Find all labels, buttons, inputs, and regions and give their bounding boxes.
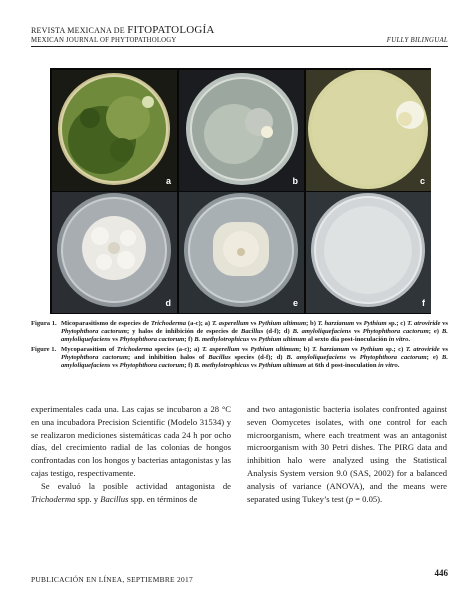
journal-title-es-lead: REVISTA MEXICANA DE (31, 26, 125, 35)
caption-text-en: Mycoparasitism of Trichoderma species (a-c); a) T. asperellum vs Pythium ultimum; b) T. harzianum vs Pythium sp.; c) T. atroviride vs Phytophthora cactorum; and inhibition halos of Bacillus species (d-f); d) B. amyloliquefaciens vs Phytophthora cactorum; e) B. amyloliquefaciens vs Phytophthora cactorum; f) B. methylotrophicus vs Pythium ultimum at 6th d post-inoculation in vitro. (61, 346, 448, 370)
panel-label-b: b (292, 176, 298, 186)
photo-panel-c (306, 70, 431, 191)
photo-panel-a (52, 70, 177, 191)
journal-title-en: MEXICAN JOURNAL OF PHYTOPATHOLOGY (31, 37, 177, 44)
figure-1-photo-grid (50, 68, 431, 314)
panel-label-d: d (165, 298, 171, 308)
paragraph: and two antagonistic bacteria isolates confronted against seven Oomycetes isolates, with one control for each microorganism, where each treatment was an antagonist microorganism with 30 Petri dishes. The PIRG data and inhibition halo were analyzed using the Statistical Analysis System version 9.0 (SAS, 2002) for a balanced analysis of variance (ANOVA), and the means were separated using Tukey’s test (p = 0.05). (247, 404, 447, 504)
paragraph: Se evaluó la posible actividad antagonista de Trichoderma spp. y Bacillus spp. en términos de (31, 480, 231, 504)
panel-label-e: e (292, 298, 298, 308)
photo-panel-f (306, 192, 431, 313)
journal-title-es-main: FITOPATOLOGÍA (127, 24, 215, 36)
running-header (31, 25, 448, 45)
caption-label-es: Figura 1. (31, 320, 57, 327)
photo-panel-e (179, 192, 304, 313)
journal-title-es (31, 25, 448, 36)
caption-spanish (31, 320, 448, 344)
photo-panel-b (179, 70, 304, 191)
body-column-spanish (31, 403, 231, 505)
caption-label-en: Figure 1. (31, 346, 57, 354)
page-number: 446 (434, 568, 448, 578)
panel-label-f: f (422, 298, 425, 308)
paragraph: experimentales cada una. Las cajas se incubaron a 28 °C en una incubadora Precision Scientific (Modelo 31534) y se realizaron mediciones sistemáticas cada 24 h por ocho días, del crecimiento radial de las colonias de hongos confrontadas con los hongos y bacterias antagonistas y las cajas testigo, respectivamente. (31, 404, 231, 478)
panel-label-a: a (165, 176, 171, 186)
body-column-english (247, 403, 447, 505)
caption-english (31, 346, 448, 370)
figure-caption (31, 320, 448, 371)
footer-publication-date: PUBLICACIÓN EN LÍNEA, SEPTIEMBRE 2017 (31, 575, 193, 584)
edition-label: FULLY BILINGUAL (386, 37, 448, 44)
caption-text-es: Micoparasitismo de especies de Trichoderma (a-c); a) T. asperellum vs Pythium ultimum; b) T. harzianum vs Pythium sp.; c) T. atroviride vs Phytophthora cactorum; y halos de inhibición de especies de Bacillus (d-f); d) B. amyloliquefaciens vs Phytophthora cactorum; e) B. amyloliquefaciens vs Phytophthora cactorum; f) B. methylotrophicus vs Pythium ultimum al sexto día post-inoculación in vitro. (61, 320, 448, 344)
panel-label-c: c (419, 176, 425, 186)
header-rule (31, 46, 448, 47)
photo-panel-d (52, 192, 177, 313)
